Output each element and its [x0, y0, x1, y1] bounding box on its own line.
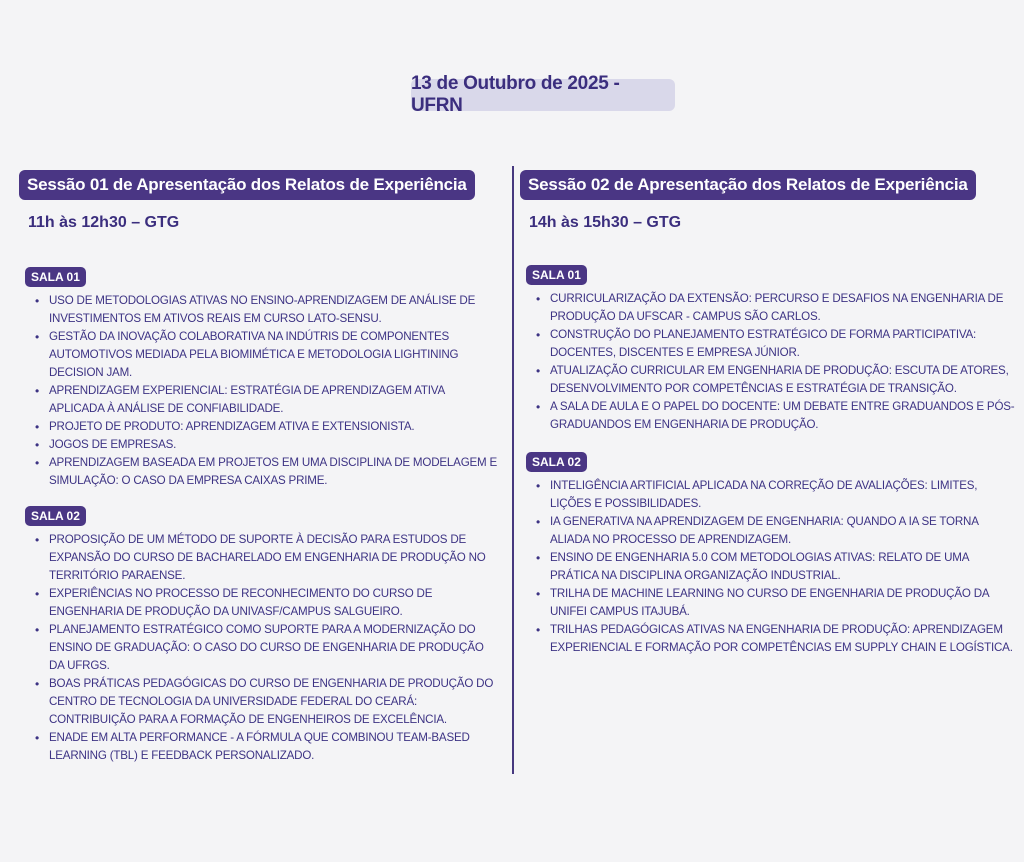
list-item: • CONSTRUÇÃO DO PLANEJAMENTO ESTRATÉGICO DE FORMA PARTICIPATIVA: DOCENTES, DISCENTES E EMPRESA JÚNIOR.: [550, 326, 1016, 362]
session-01-column: [19, 170, 501, 765]
list-item: • USO DE METODOLOGIAS ATIVAS NO ENSINO-APRENDIZAGEM DE ANÁLISE DE INVESTIMENTOS EM ATIVOS REAIS EM CURSO LATO-SENSU.: [49, 292, 501, 328]
list-item: • INTELIGÊNCIA ARTIFICIAL APLICADA NA CORREÇÃO DE AVALIAÇÕES: LIMITES, LIÇÕES E POSSIBILIDADES.: [550, 477, 1016, 513]
list-item: • APRENDIZAGEM EXPERIENCIAL: ESTRATÉGIA DE APRENDIZAGEM ATIVA APLICADA À ANÁLISE DE CONFIABILIDADE.: [49, 382, 501, 418]
list-item: • ATUALIZAÇÃO CURRICULAR EM ENGENHARIA DE PRODUÇÃO: ESCUTA DE ATORES, DESENVOLVIMENTO POR COMPETÊNCIAS E ESTRATÉGIA DE TRANSIÇÃO.: [550, 362, 1016, 398]
list-item: • EXPERIÊNCIAS NO PROCESSO DE RECONHECIMENTO DO CURSO DE ENGENHARIA DE PRODUÇÃO DA UNIVASF/CAMPUS SALGUEIRO.: [49, 585, 501, 621]
list-item: • PROJETO DE PRODUTO: APRENDIZAGEM ATIVA E EXTENSIONISTA.: [49, 418, 501, 436]
session-01-title: Sessão 01 de Apresentação dos Relatos de Experiência: [19, 170, 475, 200]
list-item: • GESTÃO DA INOVAÇÃO COLABORATIVA NA INDÚTRIS DE COMPONENTES AUTOMOTIVOS MEDIADA PELA BIOMIMÉTICA E METODOLOGIA LIGHTINING DECISION JAM.: [49, 328, 501, 382]
session-02-time: 14h às 15h30 – GTG: [529, 214, 682, 231]
session-02-column: [520, 170, 1016, 657]
list-item: • TRILHAS PEDAGÓGICAS ATIVAS NA ENGENHARIA DE PRODUÇÃO: APRENDIZAGEM EXPERIENCIAL E FORMAÇÃO POR COMPETÊNCIAS EM SUPPLY CHAIN E LOGÍSTICA.: [550, 621, 1016, 657]
session-02-sala-02-badge: SALA 02: [526, 452, 587, 472]
list-item: • ENSINO DE ENGENHARIA 5.0 COM METODOLOGIAS ATIVAS: RELATO DE UMA PRÁTICA NA DISCIPLINA ORGANIZAÇÃO INDUSTRIAL.: [550, 549, 1016, 585]
list-item: • PLANEJAMENTO ESTRATÉGICO COMO SUPORTE PARA A MODERNIZAÇÃO DO ENSINO DE GRADUAÇÃO: O CASO DO CURSO DE ENGENHARIA DE PRODUÇÃO DA UFRGS.: [49, 621, 501, 675]
session-01-sala-01-badge: SALA 01: [25, 267, 86, 287]
list-item: • APRENDIZAGEM BASEADA EM PROJETOS EM UMA DISCIPLINA DE MODELAGEM E SIMULAÇÃO: O CASO DA EMPRESA CAIXAS PRIME.: [49, 454, 501, 490]
list-item: • ENADE EM ALTA PERFORMANCE - A FÓRMULA QUE COMBINOU TEAM-BASED LEARNING (TBL) E FEEDBACK PERSONALIZADO.: [49, 729, 501, 765]
list-item: • PROPOSIÇÃO DE UM MÉTODO DE SUPORTE À DECISÃO PARA ESTUDOS DE EXPANSÃO DO CURSO DE BACHARELADO EM ENGENHARIA DE PRODUÇÃO NO TERRITÓRIO PARAENSE.: [49, 531, 501, 585]
session-01-sala-02-list: [19, 531, 501, 765]
session-01-sala-02-badge: SALA 02: [25, 506, 86, 526]
list-item: • JOGOS DE EMPRESAS.: [49, 436, 501, 454]
list-item: • TRILHA DE MACHINE LEARNING NO CURSO DE ENGENHARIA DE PRODUÇÃO DA UNIFEI CAMPUS ITAJUBÁ.: [550, 585, 1016, 621]
list-item: • IA GENERATIVA NA APRENDIZAGEM DE ENGENHARIA: QUANDO A IA SE TORNA ALIADA NO PROCESSO DE APRENDIZAGEM.: [550, 513, 1016, 549]
session-02-sala-01-badge: SALA 01: [526, 265, 587, 285]
list-item: • BOAS PRÁTICAS PEDAGÓGICAS DO CURSO DE ENGENHARIA DE PRODUÇÃO DO CENTRO DE TECNOLOGIA DA UNIVERSIDADE FEDERAL DO CEARÁ: CONTRIBUIÇÃO PARA A FORMAÇÃO DE ENGENHEIROS DE EXCELÊNCIA.: [49, 675, 501, 729]
list-item: • A SALA DE AULA E O PAPEL DO DOCENTE: UM DEBATE ENTRE GRADUANDOS E PÓS-GRADUANDOS EM ENGENHARIA DE PRODUÇÃO.: [550, 398, 1016, 434]
session-02-sala-02-list: [520, 477, 1016, 657]
session-02-sala-01-list: [520, 290, 1016, 434]
column-divider: [512, 166, 514, 774]
session-01-sala-01-list: [19, 292, 501, 490]
event-date-badge: 13 de Outubro de 2025 - UFRN: [411, 79, 675, 111]
session-02-title: Sessão 02 de Apresentação dos Relatos de Experiência: [520, 170, 976, 200]
session-01-time: 11h às 12h30 – GTG: [28, 214, 180, 231]
list-item: • CURRICULARIZAÇÃO DA EXTENSÃO: PERCURSO E DESAFIOS NA ENGENHARIA DE PRODUÇÃO DA UFSCAR - CAMPUS SÃO CARLOS.: [550, 290, 1016, 326]
